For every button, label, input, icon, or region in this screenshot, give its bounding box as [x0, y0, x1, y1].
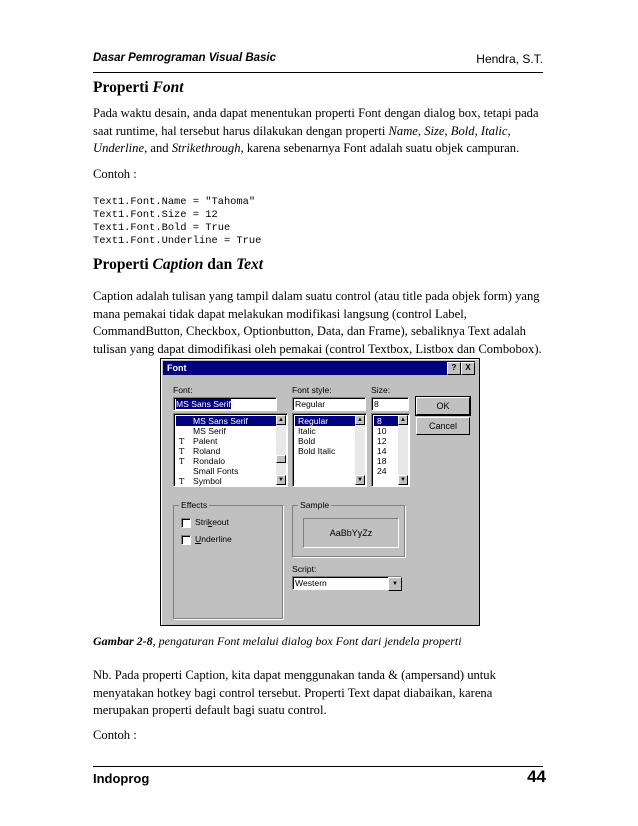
- page-number: 44: [527, 767, 546, 786]
- underline-label[interactable]: Underline: [195, 534, 232, 544]
- font-list-scrollbar[interactable]: [276, 415, 286, 485]
- scroll-down-icon[interactable]: ▼: [355, 475, 365, 485]
- figure-caption: Gambar 2-8, pengaturan Font melalui dialog box Font dari jendela properti: [93, 634, 462, 648]
- font-list-item[interactable]: T Symbol: [179, 476, 222, 486]
- font-list-item[interactable]: Small Fonts: [193, 466, 239, 476]
- example-label-2: Contoh :: [93, 728, 137, 742]
- style-list-scrollbar[interactable]: [355, 415, 365, 485]
- help-button[interactable]: ?: [447, 362, 461, 375]
- example-label: Contoh :: [93, 167, 137, 181]
- sample-preview: AaBbYyZz: [303, 518, 399, 548]
- ok-button[interactable]: OK: [416, 397, 470, 415]
- font-list-item[interactable]: MS Serif: [193, 426, 226, 436]
- size-label: Size:: [371, 385, 391, 395]
- section-title-caption-text: Properti Caption dan Text: [93, 256, 264, 273]
- scroll-up-icon[interactable]: ▲: [276, 415, 286, 425]
- size-input[interactable]: 8: [371, 397, 409, 411]
- header-rule: [93, 72, 543, 73]
- size-list-item[interactable]: 10: [377, 426, 387, 436]
- script-select[interactable]: Western: [292, 576, 402, 590]
- sample-label: Sample: [300, 500, 330, 510]
- strikeout-checkbox[interactable]: [181, 518, 191, 528]
- header-title: Dasar Pemrograman Visual Basic: [93, 52, 277, 64]
- scroll-down-icon[interactable]: ▼: [276, 475, 286, 485]
- truetype-icon: T: [179, 477, 185, 486]
- scroll-up-icon[interactable]: ▲: [355, 415, 365, 425]
- font-list-item[interactable]: T Rondalo: [179, 456, 226, 466]
- scroll-thumb[interactable]: [276, 455, 286, 463]
- size-list-scrollbar[interactable]: [398, 415, 408, 485]
- section-title-font: Properti Font: [93, 79, 184, 96]
- code-line: Text1.Font.Size = 12: [93, 209, 218, 221]
- code-line: Text1.Font.Underline = True: [93, 235, 262, 247]
- size-list[interactable]: [371, 413, 410, 487]
- code-line: Text1.Font.Name = "Tahoma": [93, 196, 256, 208]
- effects-group: [173, 500, 283, 619]
- style-list-item[interactable]: Regular: [295, 416, 355, 426]
- size-list-item[interactable]: 18: [377, 456, 387, 466]
- script-label: Script:: [292, 564, 317, 574]
- note-paragraph: Nb. Pada properti Caption, kita dapat menggunakan tanda & (ampersand) untuk menyatakan hotkey bagi control tersebut. Properti Text dapat diabaikan, karena merupakan properti default bagi suatu control.: [93, 668, 496, 717]
- truetype-icon: T: [179, 457, 185, 466]
- effects-label: Effects: [181, 500, 208, 510]
- font-style-list[interactable]: [292, 413, 367, 487]
- strikeout-label[interactable]: Strikeout: [195, 517, 229, 527]
- font-input[interactable]: MS Sans Serif: [173, 397, 277, 411]
- code-example: [93, 196, 261, 248]
- font-label: Font:: [173, 385, 193, 395]
- size-list-item[interactable]: 24: [377, 466, 387, 476]
- size-list-item[interactable]: 8: [374, 416, 398, 426]
- font-list-item[interactable]: T Palent: [179, 436, 218, 446]
- dialog-titlebar: [163, 361, 475, 375]
- font-list[interactable]: [173, 413, 288, 487]
- font-dialog: [160, 358, 480, 626]
- header-author: Hendra, S.T.: [476, 52, 543, 66]
- font-list-item[interactable]: T Roland: [179, 446, 221, 456]
- style-list-item[interactable]: Bold: [298, 436, 316, 446]
- font-list-item[interactable]: MS Sans Serif: [176, 416, 276, 426]
- close-button[interactable]: X: [461, 362, 475, 375]
- size-list-item[interactable]: 14: [377, 446, 387, 456]
- chevron-down-icon[interactable]: ▼: [388, 577, 402, 591]
- dialog-title: Font: [167, 363, 187, 373]
- font-paragraph: Pada waktu desain, anda dapat menentukan properti Font dengan dialog box, tetapi pada saat runtime, hal tersebut harus dilakukan dengan properti Name, Size, Bold, Italic, Underline, and Strikethrough, karena sebenarnya Font adalah suatu objek campuran.: [93, 106, 539, 155]
- size-list-item[interactable]: 12: [377, 436, 387, 446]
- scroll-down-icon[interactable]: ▼: [398, 475, 408, 485]
- font-style-label: Font style:: [292, 385, 332, 395]
- style-list-item[interactable]: Bold Italic: [298, 446, 336, 456]
- font-style-input[interactable]: Regular: [292, 397, 366, 411]
- truetype-icon: T: [179, 447, 185, 456]
- caption-paragraph: Caption adalah tulisan yang tampil dalam suatu control (atau title pada objek form) yang mana pemakai tidak dapat melakukan modifikasi langsung (control Label, CommandButton, Checkbox, Optionbutton, Data, dan Frame), sebaliknya Text adalah tulisan yang dapat dimodifikasi oleh pemakai (control Textbox, Listbox dan Combobox).: [93, 289, 542, 356]
- truetype-icon: T: [179, 437, 185, 446]
- style-list-item[interactable]: Italic: [298, 426, 316, 436]
- code-line: Text1.Font.Bold = True: [93, 222, 231, 234]
- footer-rule: [93, 766, 543, 767]
- underline-checkbox[interactable]: [181, 535, 191, 545]
- sample-group: [292, 500, 405, 557]
- cancel-button[interactable]: Cancel: [416, 417, 470, 435]
- footer-publisher: Indoprog: [93, 771, 150, 786]
- scroll-up-icon[interactable]: ▲: [398, 415, 408, 425]
